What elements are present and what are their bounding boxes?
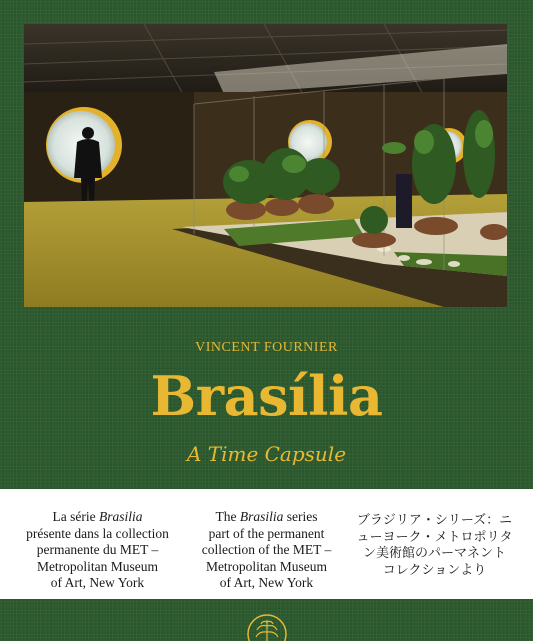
band-fr-line-1-pre: La série bbox=[52, 509, 99, 524]
band-text-french bbox=[20, 509, 175, 592]
band-en-line-4: Metropolitan Museum bbox=[205, 558, 328, 574]
cover-photo bbox=[24, 24, 507, 307]
band-jp-line-2: ューヨーク・メトロポリタ bbox=[356, 529, 513, 545]
tree-emblem-icon bbox=[245, 612, 289, 641]
band-en-line-5: of Art, New York bbox=[219, 575, 314, 590]
band-jp-line-1: ブラジリア・シリーズ：ニ bbox=[356, 513, 513, 528]
band-text-english bbox=[189, 509, 344, 592]
band-fr-line-3: permanente du MET – bbox=[36, 542, 159, 557]
band-fr-line-1-em: Brasilia bbox=[98, 509, 143, 524]
band-jp-line-3: ン美術館のパーマネント bbox=[362, 546, 506, 561]
band-en-line-1 bbox=[189, 509, 344, 526]
band-fr-line-2: présente dans la collection bbox=[26, 525, 169, 541]
band-en-line-2: part of the permanent bbox=[208, 525, 325, 541]
collection-band bbox=[0, 489, 533, 599]
cover-photo-illustration bbox=[24, 24, 507, 307]
band-en-line-3: collection of the MET – bbox=[201, 542, 332, 557]
band-en-line-1-post: series bbox=[283, 509, 318, 524]
band-jp-line-4: コレクションより bbox=[382, 562, 487, 578]
book-title: Brasília bbox=[150, 364, 383, 428]
band-en-line-1-em: Brasilia bbox=[239, 509, 284, 524]
band-en-line-1-pre: The bbox=[215, 509, 240, 524]
band-fr-line-1 bbox=[20, 509, 175, 526]
book-subtitle: A Time Capsule bbox=[186, 442, 347, 466]
band-fr-line-4: Metropolitan Museum bbox=[36, 558, 159, 574]
band-fr-line-5: of Art, New York bbox=[50, 575, 145, 590]
author-name: VINCENT FOURNIER bbox=[195, 340, 338, 355]
band-text-japanese bbox=[352, 513, 517, 579]
